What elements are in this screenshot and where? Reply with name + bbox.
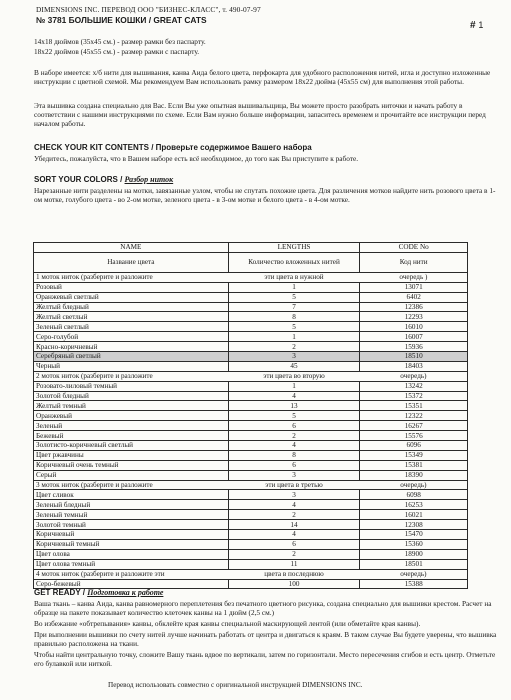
thread-code-cell: 6402 — [360, 292, 468, 302]
color-name-cell: Цвет ржавчины — [34, 450, 229, 460]
thread-count-cell: 1 — [228, 381, 360, 391]
translator-header: DIMENSIONS INC. ПЕРЕВОД ООО "БИЗНЕС-КЛАСС", т. 490-07-97 — [36, 5, 261, 14]
check-kit-heading-en: CHECK YOUR KIT CONTENTS — [34, 143, 149, 152]
thread-code-cell: 6098 — [360, 490, 468, 500]
thread-color-table — [33, 242, 468, 589]
thread-count-cell: 45 — [228, 361, 360, 371]
thread-code-cell: 15360 — [360, 539, 468, 549]
table-row — [34, 490, 468, 500]
table-row — [34, 322, 468, 332]
sort-colors-heading: SORT YOUR COLORS / Разбор ниток — [34, 175, 174, 184]
thread-code-cell: 16007 — [360, 332, 468, 342]
color-name-cell: Розовый — [34, 282, 229, 292]
thread-count-cell: 6 — [228, 539, 360, 549]
thread-count-cell: 6 — [228, 421, 360, 431]
table-row — [34, 530, 468, 540]
thread-code-cell: 16021 — [360, 510, 468, 520]
color-name-cell: Желтый светлый — [34, 312, 229, 322]
sort-colors-heading-ru: Разбор ниток — [124, 175, 174, 184]
table-row — [34, 391, 468, 401]
page-number-value: 1 — [478, 20, 484, 30]
color-name-cell: Зеленый бледный — [34, 500, 229, 510]
thread-code-cell: 12322 — [360, 411, 468, 421]
color-name-cell: Бежевый — [34, 431, 229, 441]
table-row — [34, 559, 468, 569]
thread-code-cell: 18403 — [360, 361, 468, 371]
table-row — [34, 431, 468, 441]
get-ready-line-2: Во избежание «обтрепывания» канвы, обклейте края канвы специальной маскирующей лентой (или обметайте края канвы). — [34, 619, 421, 628]
get-ready-heading-ru: Подготовка к работе — [87, 588, 164, 597]
thread-code-cell: 18390 — [360, 470, 468, 480]
thread-count-cell: 4 — [228, 441, 360, 451]
thread-count-cell: 4 — [228, 530, 360, 540]
thread-count-cell: 2 — [228, 549, 360, 559]
get-ready-line-1: Ваша ткань – канва Аида, канва равномерного переплетения без печатного цветного рисунка, создана специально для вышивки крестом. Расчет на образце на пакете показывает количество клеточек канвы на 1 дюйм (2,5 см.) — [34, 599, 492, 617]
color-name-cell: Желтый бледный — [34, 302, 229, 312]
thread-count-cell: 4 — [228, 391, 360, 401]
color-name-cell: Коричневый — [34, 530, 229, 540]
thread-count-cell: 5 — [228, 411, 360, 421]
thread-code-cell: 15349 — [360, 450, 468, 460]
thread-count-cell: 1 — [228, 282, 360, 292]
skein-group-label: очередь ) — [360, 272, 468, 282]
check-kit-heading: CHECK YOUR KIT CONTENTS / Проверьте содержимое Вашего набора — [34, 143, 312, 152]
size-with-mat: 18х22 дюймов (45х55 см.) - размер рамки с паспарту. — [34, 47, 200, 56]
thread-code-cell: 13071 — [360, 282, 468, 292]
thread-code-cell: 16267 — [360, 421, 468, 431]
thread-code-cell: 15381 — [360, 460, 468, 470]
header-name: NAME — [34, 243, 229, 253]
table-row — [34, 421, 468, 431]
thread-code-cell: 15576 — [360, 431, 468, 441]
thread-code-cell: 12308 — [360, 520, 468, 530]
table-row — [34, 292, 468, 302]
page-number — [470, 20, 483, 31]
skein-group-label: эти цвета в нужной — [228, 272, 360, 282]
subheader-lengths: Количество вложенных нитей — [228, 252, 360, 272]
table-row — [34, 539, 468, 549]
check-kit-heading-ru: Проверьте содержимое Вашего набора — [155, 143, 312, 152]
thread-count-cell: 5 — [228, 322, 360, 332]
skein-group-row — [34, 569, 468, 579]
skein-group-label: 2 моток ниток (разберите и разложите — [34, 371, 229, 381]
get-ready-line-4: Чтобы найти центральную точку, сложите Вашу ткань вдвое по вертикали, затем по горизонтали. Место пересечения сгибов и есть центр. Отметьте его булавкой или ниткой. — [34, 650, 496, 668]
table-row — [34, 411, 468, 421]
color-name-cell: Розовато-лиловый темный — [34, 381, 229, 391]
color-name-cell: Оранжевый — [34, 411, 229, 421]
skein-group-label: эти цвета во вторую — [228, 371, 360, 381]
skein-group-label: 3 моток ниток (разберите и разложите — [34, 480, 229, 490]
color-name-cell: Цвет олова темный — [34, 559, 229, 569]
thread-count-cell: 4 — [228, 500, 360, 510]
table-row — [34, 332, 468, 342]
thread-count-cell: 5 — [228, 292, 360, 302]
thread-code-cell: 12293 — [360, 312, 468, 322]
thread-code-cell: 6096 — [360, 441, 468, 451]
thread-count-cell: 2 — [228, 431, 360, 441]
skein-group-row — [34, 480, 468, 490]
table-row — [34, 381, 468, 391]
table-row — [34, 450, 468, 460]
table-header-row — [34, 243, 468, 253]
color-name-cell: Золотисто-коричневый светлый — [34, 441, 229, 451]
header-lengths: LENGTHS — [228, 243, 360, 253]
subheader-name: Название цвета — [34, 252, 229, 272]
color-name-cell: Серо-бежевый — [34, 579, 229, 589]
thread-count-cell: 3 — [228, 490, 360, 500]
color-name-cell: Цвет сливок — [34, 490, 229, 500]
footer-note: Перевод использовать совместно с оригинальной инструкцией DIMENSIONS INC. — [108, 681, 363, 689]
table-row — [34, 520, 468, 530]
thread-count-cell: 14 — [228, 520, 360, 530]
color-name-cell: Золотой темный — [34, 520, 229, 530]
table-row — [34, 302, 468, 312]
color-name-cell: Золотой бледный — [34, 391, 229, 401]
table-row — [34, 401, 468, 411]
color-name-cell: Оранжевый светлый — [34, 292, 229, 302]
get-ready-heading: GET READY / Подготовка к работе — [34, 588, 164, 597]
get-ready-line-3: При выполнении вышивки по счету нитей лучше начинать работать от центра и двигаться к краям. В таком случае Вы будете уверены, что вышивка правильно расположена на ткани. — [34, 630, 497, 648]
skein-group-row — [34, 272, 468, 282]
page-number-sign: # — [470, 20, 476, 31]
intro-paragraph: Эта вышивка создана специально для Вас. Если Вы уже опытная вышивальщица, Вы можете просто разобрать ниточки и начать работу в соответствии с нашими инструкциями по схеме. Если Вам нужно больше информации, запаситесь временем и прочитайте все инструкции перед началом работы. — [34, 101, 486, 128]
color-name-cell: Зеленый светлый — [34, 322, 229, 332]
thread-code-cell: 15372 — [360, 391, 468, 401]
table-subheader-row — [34, 252, 468, 272]
skein-group-label: очередь) — [360, 480, 468, 490]
table-row — [34, 441, 468, 451]
color-name-cell: Красно-коричневый — [34, 342, 229, 352]
table-row — [34, 361, 468, 371]
thread-code-cell: 18501 — [360, 559, 468, 569]
color-name-cell: Желтый темный — [34, 401, 229, 411]
skein-group-label: очередь) — [360, 569, 468, 579]
color-name-cell: Коричневый очень темный — [34, 460, 229, 470]
skein-group-label: эти цвета в третью — [228, 480, 360, 490]
table-row — [34, 312, 468, 322]
table-row — [34, 549, 468, 559]
skein-group-label: 4 моток ниток (разберите и разложите эти — [34, 569, 229, 579]
header-code: CODE No — [360, 243, 468, 253]
sort-colors-heading-en: SORT YOUR COLORS — [34, 175, 118, 184]
thread-count-cell: 3 — [228, 352, 360, 362]
check-kit-text: Убедитесь, пожалуйста, что в Вашем наборе есть всё необходимое, до того как Вы приступите к работе. — [34, 154, 359, 163]
thread-count-cell: 8 — [228, 450, 360, 460]
thread-count-cell: 11 — [228, 559, 360, 569]
thread-code-cell: 16253 — [360, 500, 468, 510]
color-name-cell: Коричневый темный — [34, 539, 229, 549]
kit-contents-paragraph: В наборе имеется: х/б нити для вышивания, канва Аида белого цвета, перфокарта для удобного расположения нитей, игла и доступно изложенные инструкции с цветной схемой. Мы рекомендуем Вам использовать рамку размером 18х22 дюйма (45х55 см) для выполнения этой работы. — [34, 68, 491, 86]
thread-code-cell: 16010 — [360, 322, 468, 332]
thread-code-cell: 15936 — [360, 342, 468, 352]
skein-group-row — [34, 371, 468, 381]
color-name-cell: Зеленый — [34, 421, 229, 431]
color-name-cell: Серебряный светлый — [34, 352, 229, 362]
thread-count-cell: 2 — [228, 510, 360, 520]
thread-count-cell: 6 — [228, 460, 360, 470]
color-name-cell: Черный — [34, 361, 229, 371]
skein-group-label: цвета в последнюю — [228, 569, 360, 579]
sort-colors-text: Нарезанные нити разделены на мотки, завязанные узлом, чтобы не спутать похожие цвета. Для различения мотков найдите нить розового цвета в 1-ом мотке, голубого цвета - во 2-ом мотке, зеленого цвета - в 3-ом мотке и белого цвета - в 4-ом мотке. — [34, 186, 496, 204]
table-row — [34, 500, 468, 510]
table-row — [34, 470, 468, 480]
size-without-mat: 14х18 дюймов (35х45 см.) - размер рамки без паспарту. — [34, 37, 206, 46]
color-name-cell: Цвет олова — [34, 549, 229, 559]
thread-count-cell: 8 — [228, 312, 360, 322]
thread-count-cell: 13 — [228, 401, 360, 411]
thread-code-cell: 15470 — [360, 530, 468, 540]
thread-count-cell: 3 — [228, 470, 360, 480]
thread-code-cell: 18510 — [360, 352, 468, 362]
thread-code-cell: 13242 — [360, 381, 468, 391]
thread-code-cell: 18900 — [360, 549, 468, 559]
thread-count-cell: 2 — [228, 342, 360, 352]
table-row — [34, 282, 468, 292]
table-row — [34, 510, 468, 520]
thread-count-cell: 1 — [228, 332, 360, 342]
color-name-cell: Серо-голубой — [34, 332, 229, 342]
skein-group-label: очередь) — [360, 371, 468, 381]
get-ready-heading-en: GET READY — [34, 588, 81, 597]
table-row — [34, 352, 468, 362]
thread-count-cell: 100 — [228, 579, 360, 589]
thread-count-cell: 7 — [228, 302, 360, 312]
thread-code-cell: 15388 — [360, 579, 468, 589]
table-row — [34, 460, 468, 470]
kit-title: № 3781 БОЛЬШИЕ КОШКИ / GREAT CATS — [36, 15, 207, 25]
thread-code-cell: 12386 — [360, 302, 468, 312]
color-name-cell: Зеленый темный — [34, 510, 229, 520]
table-row — [34, 342, 468, 352]
skein-group-label: 1 моток ниток (разберите и разложите — [34, 272, 229, 282]
table-body — [34, 272, 468, 589]
subheader-code: Код нити — [360, 252, 468, 272]
thread-code-cell: 15351 — [360, 401, 468, 411]
color-name-cell: Серый — [34, 470, 229, 480]
